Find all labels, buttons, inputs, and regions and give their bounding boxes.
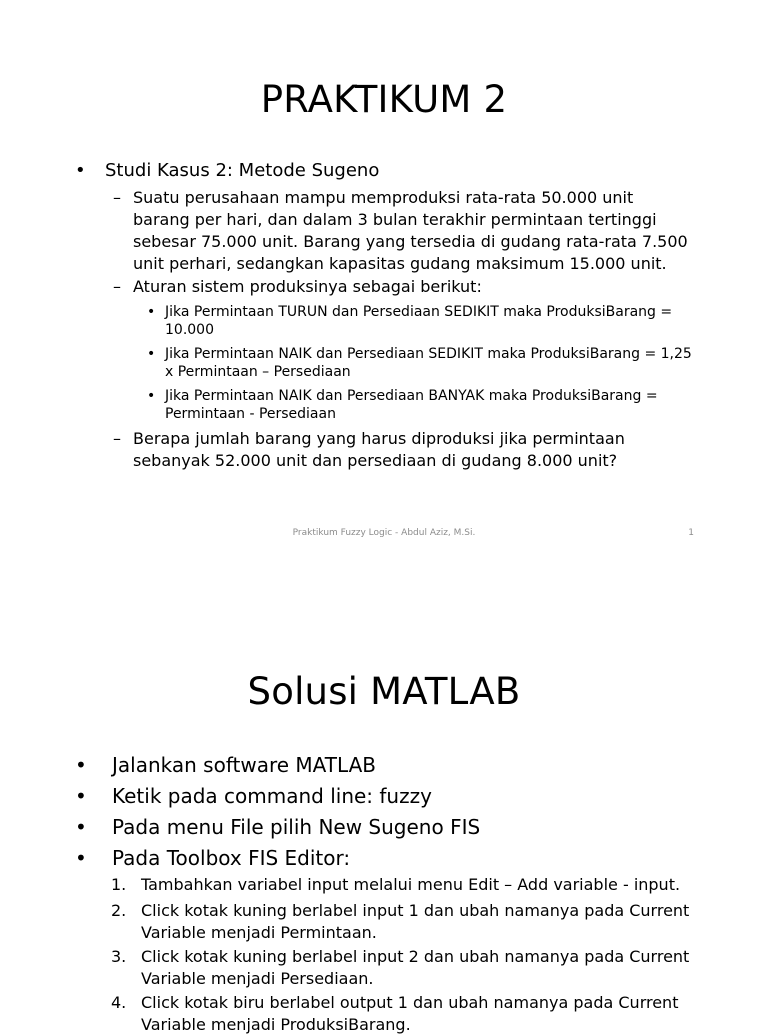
bullet-studi-kasus: [75, 160, 715, 182]
step-number: 4.: [111, 993, 127, 1012]
numbered-step: [111, 946, 711, 990]
dash-icon: –: [113, 188, 121, 207]
sub-item-text: Berapa jumlah barang yang harus diproduksi jika permintaan sebanyak 52.000 unit dan persediaan di gudang 8.000 unit?: [133, 429, 625, 470]
bullet-item: [75, 752, 715, 778]
sub-item-text: Aturan sistem produksinya sebagai berikut:: [133, 277, 482, 296]
bullet-text: Ketik pada command line: fuzzy: [112, 784, 432, 808]
bullet-item: [75, 783, 715, 809]
page-number: 1: [688, 528, 694, 538]
rule-item: [147, 303, 695, 339]
rule-text: Jika Permintaan TURUN dan Persediaan SEDIKIT maka ProduksiBarang = 10.000: [165, 304, 673, 338]
step-text: Click kotak kuning berlabel input 1 dan ubah namanya pada Current Variable menjadi Permintaan.: [141, 901, 690, 942]
bullet-dot-icon: •: [147, 346, 156, 362]
bullet-item: [75, 845, 715, 871]
step-text: Click kotak biru berlabel output 1 dan ubah namanya pada Current Variable menjadi ProduksiBarang.: [141, 993, 679, 1034]
bullet-text: Studi Kasus 2: Metode Sugeno: [105, 160, 380, 181]
numbered-step: [111, 900, 711, 944]
bullet-text: Pada menu File pilih New Sugeno FIS: [112, 815, 481, 839]
bullet-dot-icon: •: [75, 784, 87, 808]
rule-item: [147, 387, 695, 423]
slide-2: [0, 560, 768, 1034]
slide-1-title: PRAKTIKUM 2: [260, 78, 508, 121]
step-text: Tambahkan variabel input melalui menu Edit – Add variable - input.: [141, 875, 681, 894]
rule-text: Jika Permintaan NAIK dan Persediaan SEDIKIT maka ProduksiBarang = 1,25 x Permintaan – Persediaan: [165, 346, 692, 380]
sub-item-question: [113, 428, 703, 472]
rule-item: [147, 345, 695, 381]
sub-item-text: Suatu perusahaan mampu memproduksi rata-rata 50.000 unit barang per hari, dan dalam 3 bulan terakhir permintaan tertinggi sebesar 75.000 unit. Barang yang tersedia di gudang rata-rata 7.500 unit perhari, sedangkan kapasitas gudang maksimum 15.000 unit.: [133, 188, 688, 273]
rule-text: Jika Permintaan NAIK dan Persediaan BANYAK maka ProduksiBarang = Permintaan - Persediaan: [165, 388, 658, 422]
bullet-text: Pada Toolbox FIS Editor:: [112, 846, 351, 870]
numbered-step: [111, 874, 711, 896]
sub-item-rules-intro: [113, 276, 693, 298]
slide-footer: Praktikum Fuzzy Logic - Abdul Aziz, M.Si.: [292, 528, 476, 538]
dash-icon: –: [113, 277, 121, 296]
bullet-dot-icon: •: [147, 304, 156, 320]
bullet-dot-icon: •: [75, 753, 87, 777]
step-number: 2.: [111, 901, 127, 920]
bullet-dot-icon: •: [75, 846, 87, 870]
bullet-dot-icon: •: [147, 388, 156, 404]
dash-icon: –: [113, 429, 121, 448]
bullet-item: [75, 814, 715, 840]
step-text: Click kotak kuning berlabel input 2 dan ubah namanya pada Current Variable menjadi Persediaan.: [141, 947, 690, 988]
sub-item-problem: [113, 187, 693, 275]
bullet-dot-icon: •: [75, 815, 87, 839]
slide-2-title: Solusi MATLAB: [247, 670, 521, 713]
bullet-dot-icon: •: [75, 160, 86, 181]
bullet-text: Jalankan software MATLAB: [112, 753, 377, 777]
step-number: 3.: [111, 947, 127, 966]
step-number: 1.: [111, 875, 127, 894]
numbered-step: [111, 992, 711, 1036]
